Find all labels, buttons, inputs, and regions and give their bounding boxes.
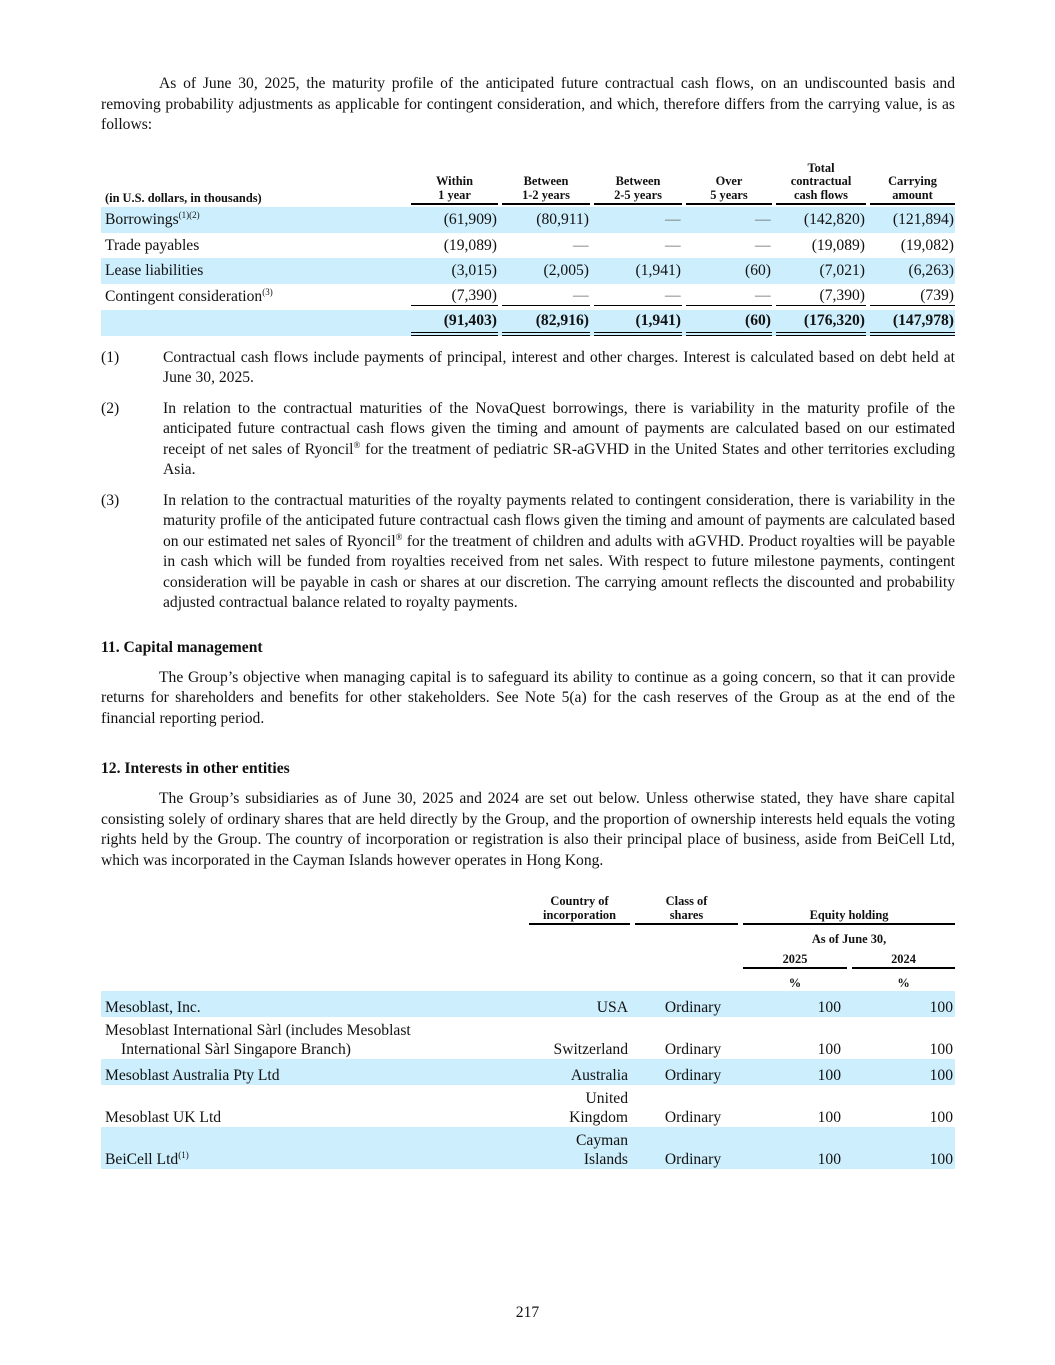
footnote-2: [101, 399, 955, 481]
entity-name: Mesoblast International Sàrl (includes Mesoblast International Sàrl Singapore Branch): [105, 1022, 411, 1059]
footnote-number: (2): [101, 399, 120, 417]
table-row: [101, 1059, 955, 1085]
row-label: Contingent consideration$^{(3)}$: [105, 286, 273, 305]
maturity-table-body: [101, 207, 955, 336]
unit-2025: %: [788, 975, 802, 990]
table-cell: —: [573, 236, 589, 254]
class-cell: Ordinary: [630, 991, 738, 1017]
row-label: Borrowings$^{(1)(2)}$: [101, 207, 407, 233]
section-11-heading: 11. Capital management: [101, 638, 263, 656]
footnote-3: [101, 491, 955, 614]
subsidiaries-table: [101, 895, 955, 1169]
row-label: Lease liabilities: [101, 258, 407, 284]
entity-name: Mesoblast, Inc.: [101, 991, 524, 1017]
table-cell: (19,082): [900, 236, 954, 254]
table-cell: (7,021): [772, 258, 866, 284]
table-cell: —: [682, 207, 772, 233]
table-row: [101, 233, 955, 259]
header-row-1: [101, 895, 955, 925]
footnotes: [101, 348, 955, 614]
footnote-number: (1): [101, 348, 120, 366]
header-row-4: [101, 969, 955, 991]
subsidiaries-table-body: [101, 991, 955, 1169]
section-11-paragraph: The Group’s objective when managing capital is to safeguard its ability to continue as a going concern, so that it can provide returns for shareholders and benefits for other stakeholders. See Note 5(a) for the cash reserves of the Group as at the end of the financial reporting period.: [101, 668, 955, 727]
header-row-3: [101, 947, 955, 969]
country-cell: Australia: [524, 1059, 630, 1085]
table-cell: (1,941): [590, 258, 682, 284]
total-cell: (147,978): [866, 310, 955, 336]
table-cell: (19,089): [811, 236, 865, 254]
footnote-text: Contractual cash flows include payments of principal, interest and other charges. Interest is calculated based on debt held at June 30, 2025.: [163, 348, 955, 387]
entity-name: Mesoblast UK Ltd: [105, 1109, 222, 1127]
row-label: [101, 310, 407, 336]
section-12-paragraph: The Group’s subsidiaries as of June 30, 2025 and 2024 are set out below. Unless otherwise stated, they have share capital consisting solely of ordinary shares that are held directly by the Group, and the proportion of ownership interests held equals the voting rights held by the Group. The country of incorporation or registration is also their principal place of business, aside from BeiCell Ltd, which was incorporated in the Cayman Islands however operates in Hong Kong.: [101, 790, 955, 869]
table-cell: (142,820): [772, 207, 866, 233]
equity-2024-cell: 100: [847, 1059, 955, 1085]
table-header-row: [101, 162, 955, 208]
table-cell: (6,263): [866, 258, 955, 284]
registered-mark: ®: [395, 531, 403, 542]
total-cell: (176,320): [772, 310, 866, 336]
col-header-between-2-5-years: Between 2-5 years: [590, 162, 682, 208]
table-cell: (19,089): [443, 236, 497, 254]
page-number: 217: [515, 1304, 540, 1321]
table-row: [101, 258, 955, 284]
table-cell: —: [590, 284, 682, 310]
equity-2024-cell: 100: [929, 1041, 954, 1059]
col-header-between-1-2-years: Between 1-2 years: [498, 162, 590, 208]
table-row: [101, 1127, 955, 1169]
footnote-ref: (1): [178, 1150, 189, 1161]
class-cell: Ordinary: [664, 1109, 722, 1127]
table-cell: (7,390): [407, 284, 498, 310]
class-cell: Ordinary: [664, 1041, 722, 1059]
country-cell: Switzerland: [553, 1041, 628, 1059]
table-cell: —: [755, 236, 771, 254]
total-cell: (82,916): [498, 310, 590, 336]
equity-2025-cell: 100: [817, 1041, 841, 1059]
table-cell: —: [498, 284, 590, 310]
col-header-total-contractual-cash-flows: Total contractual cash flows: [772, 162, 866, 208]
unit-2024: %: [897, 975, 910, 990]
footnote-text: In relation to the contractual maturities of the NovaQuest borrowings, there is variability in the maturity profile of the anticipated future contractual cash flows given the timing and amount of payments are calculated based on our estimated receipt of net sales of Ryoncil® for the treatment of pediatric SR-aGVHD in the United States and other territories excluding Asia.: [163, 399, 955, 479]
table-cell: —: [665, 236, 681, 254]
equity-2024-cell: 100: [847, 991, 955, 1017]
col-header-class: Class of shares: [630, 895, 738, 925]
as-of-label: As of June 30,: [811, 931, 887, 946]
country-cell: United Kingdom: [569, 1090, 628, 1127]
footnote-ref: (3): [262, 286, 273, 297]
registered-mark: ®: [353, 439, 361, 450]
table-row: [101, 1085, 955, 1127]
total-cell: (1,941): [590, 310, 682, 336]
entity-name: BeiCell Ltd$^{(1)}$: [101, 1127, 524, 1169]
table-cell: —: [590, 207, 682, 233]
table-cell: (2,005): [498, 258, 590, 284]
equity-2024-cell: 100: [847, 1127, 955, 1169]
table-cell: (739): [866, 284, 955, 310]
col-header-country: Country of incorporation: [524, 895, 630, 925]
table-cell: (61,909): [407, 207, 498, 233]
footnote-1: [101, 348, 955, 389]
table-cell: (60): [682, 258, 772, 284]
equity-2024-cell: 100: [929, 1109, 954, 1127]
equity-2025-cell: 100: [738, 1059, 847, 1085]
total-cell: (60): [682, 310, 772, 336]
country-cell: Cayman Islands: [524, 1127, 630, 1169]
table-row: [101, 991, 955, 1017]
table-cell: (121,894): [866, 207, 955, 233]
document-page: [101, 74, 955, 1169]
intro-paragraph: As of June 30, 2025, the maturity profile of the anticipated future contractual cash flows, on an undiscounted basis and removing probability adjustments as applicable for contingent consideration, and which, therefore differs from the carrying value, is as follows:: [101, 75, 955, 133]
footnote-ref: (1)(2): [178, 209, 200, 220]
col-header-2024: 2024: [847, 947, 955, 969]
equity-2025-cell: 100: [738, 991, 847, 1017]
header-row-2: [101, 925, 955, 947]
total-row: [101, 310, 955, 336]
entity-name: Mesoblast Australia Pty Ltd: [101, 1059, 524, 1085]
class-cell: Ordinary: [630, 1127, 738, 1169]
col-header-2025: 2025: [738, 947, 847, 969]
class-cell: Ordinary: [630, 1059, 738, 1085]
col-header-over-5-years: Over 5 years: [682, 162, 772, 208]
table-row: [101, 284, 955, 310]
total-cell: (91,403): [407, 310, 498, 336]
row-label: Trade payables: [105, 236, 200, 254]
table-cell: (80,911): [498, 207, 590, 233]
footnote-number: (3): [101, 491, 120, 509]
footnote-text: In relation to the contractual maturities of the royalty payments related to contingent consideration, there is variability in the maturity profile of the anticipated future contractual cash flows given the timing and amount of payments are calculated based on our estimated net sales of Ryoncil® for the treatment of children and adults with aGVHD. Product royalties will be payable in cash which will be funded from royalties received from net sales. With respect to future milestone payments, contingent consideration will be payable in cash or shares at our discretion. The carrying amount reflects the discounted and probability adjusted contractual balance related to royalty payments.: [163, 491, 955, 612]
units-label: (in U.S. dollars, in thousands): [105, 190, 262, 205]
col-header-within-1-year: Within 1 year: [407, 162, 498, 208]
table-row: [101, 207, 955, 233]
table-cell: (7,390): [772, 284, 866, 310]
country-cell: USA: [524, 991, 630, 1017]
col-header-equity-holding: Equity holding: [738, 895, 955, 925]
col-header-carrying-amount: Carrying amount: [866, 162, 955, 208]
table-cell: (3,015): [407, 258, 498, 284]
equity-2025-cell: 100: [817, 1109, 841, 1127]
table-row: [101, 1017, 955, 1059]
section-12-heading: 12. Interests in other entities: [101, 760, 290, 778]
table-cell: —: [682, 284, 772, 310]
maturity-profile-table: [101, 162, 955, 336]
equity-2025-cell: 100: [738, 1127, 847, 1169]
